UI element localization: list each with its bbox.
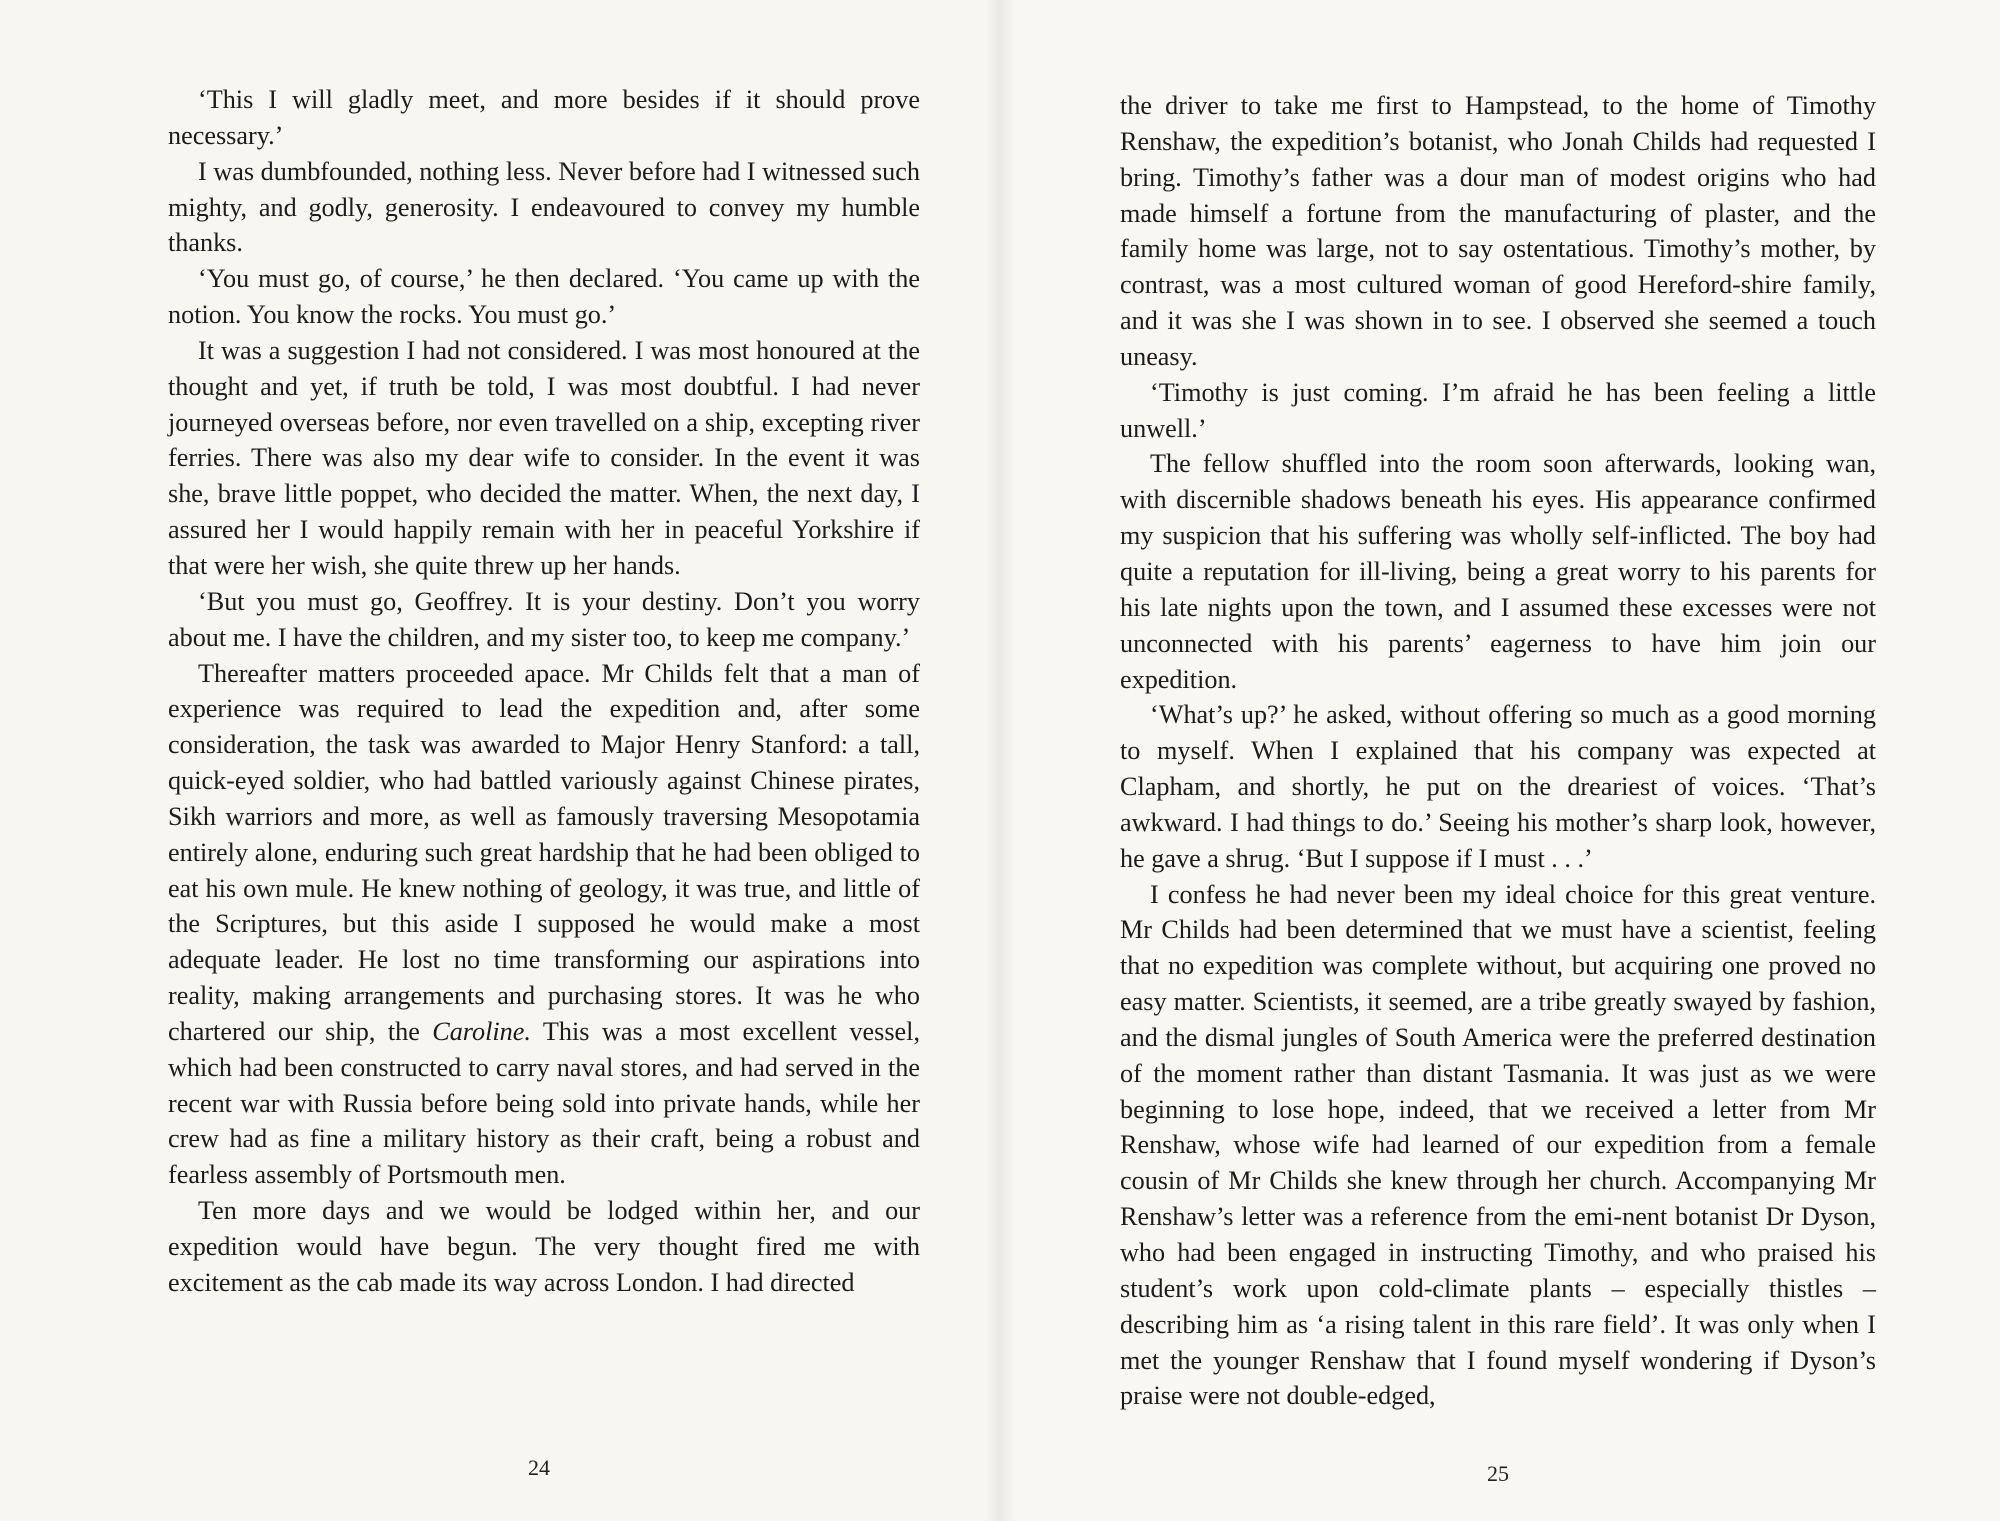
- page-number: 24: [528, 1455, 550, 1480]
- paragraph: The fellow shuffled into the room soon afterwards, looking wan, with discernible shadows beneath his eyes. His appearance confirmed my suspicion that his suffering was wholly self-inflicted. The boy had quite a reputation for ill-living, being a great worry to his parents for his late nights upon the town, and I assumed these excesses were not unconnected with his parents’ eagerness to have him join our expedition.: [1120, 449, 1876, 694]
- paragraph: It was a suggestion I had not considered. I was most honoured at the thought and yet, if truth be told, I was most doubtful. I had never journeyed overseas before, nor even travelled on a ship, excepting river ferries. There was also my dear wife to consider. In the event it was she, brave little poppet, who decided the matter. When, the next day, I assured her I would happily remain with her in peaceful Yorkshire if that were her wish, she quite threw up her hands.: [168, 335, 920, 580]
- page-number: 25: [1487, 1461, 1509, 1486]
- book-gutter: [985, 0, 1015, 1521]
- right-page-text: [1120, 88, 1876, 1414]
- paragraph: ‘But you must go, Geoffrey. It is your destiny. Don’t you worry about me. I have the children, and my sister too, to keep me company.’: [168, 586, 920, 652]
- paragraph-text: This was a most excellent vessel, which had been constructed to carry naval stores, and had served in the recent war with Russia before being sold into private hands, while her crew had as fine a military history as their craft, being a robust and fearless assembly of Portsmouth men.: [168, 1016, 920, 1190]
- paragraph: I confess he had never been my ideal choice for this great venture. Mr Childs had been determined that we must have a scientist, feeling that no expedition was complete without, but acquiring one proved no easy matter. Scientists, it seemed, are a tribe greatly swayed by fashion, and the dismal jungles of South America were the preferred destination of the moment rather than distant Tasmania. It was just as we were beginning to lose hope, indeed, that we received a letter from Mr Renshaw, whose wife had learned of our expedition from a female cousin of Mr Childs she knew through her church. Accompanying Mr Renshaw’s letter was a reference from the emi-nent botanist Dr Dyson, who had been engaged in instructing Timothy, and who praised his student’s work upon cold-climate plants – especially thistles – describing him as ‘a rising talent in this rare field’. It was only when I met the younger Renshaw that I found myself wondering if Dyson’s praise were not double-edged,: [1120, 879, 1876, 1411]
- paragraph: [168, 656, 920, 1194]
- right-page: [1000, 0, 2000, 1521]
- paragraph: ‘This I will gladly meet, and more besides if it should prove necessary.’: [168, 85, 920, 150]
- paragraph: ‘You must go, of course,’ he then declared. ‘You came up with the notion. You know the rocks. You must go.’: [168, 264, 920, 330]
- paragraph: I was dumbfounded, nothing less. Never before had I witnessed such mighty, and godly, generosity. I endeavoured to convey my humble thanks.: [168, 156, 920, 258]
- ship-name: Caroline.: [432, 1016, 531, 1046]
- paragraph: Ten more days and we would be lodged within her, and our expedition would have begun. The very thought fired me with excitement as the cab made its way across London. I had directed: [168, 1196, 920, 1297]
- paragraph: the driver to take me first to Hampstead, to the home of Timothy Renshaw, the expedition’s botanist, who Jonah Childs had requested I bring. Timothy’s father was a dour man of modest origins who had made himself a fortune from the manufacturing of plaster, and the family home was large, not to say ostentatious. Timothy’s mother, by contrast, was a most cultured woman of good Hereford-shire family, and it was she I was shown in to see. I observed she seemed a touch uneasy.: [1120, 91, 1876, 371]
- left-page-text: [168, 82, 920, 1301]
- paragraph: ‘Timothy is just coming. I’m afraid he has been feeling a little unwell.’: [1120, 377, 1876, 443]
- paragraph: ‘What’s up?’ he asked, without offering so much as a good morning to myself. When I explained that his company was expected at Clapham, and shortly, he put on the dreariest of voices. ‘That’s awkward. I had things to do.’ Seeing his mother’s sharp look, however, he gave a shrug. ‘But I suppose if I must . . .’: [1120, 700, 1876, 873]
- paragraph-text: Thereafter matters proceeded apace. Mr Childs felt that a man of experience was required to lead the expedition and, after some consideration, the task was awarded to Major Henry Stanford: a tall, quick-eyed soldier, who had battled variously against Chinese pirates, Sikh warriors and more, as well as famously traversing Mesopotamia entirely alone, enduring such great hardship that he had been obliged to eat his own mule. He knew nothing of geology, it was true, and little of the Scriptures, but this aside I supposed he would make a most adequate leader. He lost no time transforming our aspirations into reality, making arrangements and purchasing stores. It was he who chartered our ship, the: [168, 658, 920, 1046]
